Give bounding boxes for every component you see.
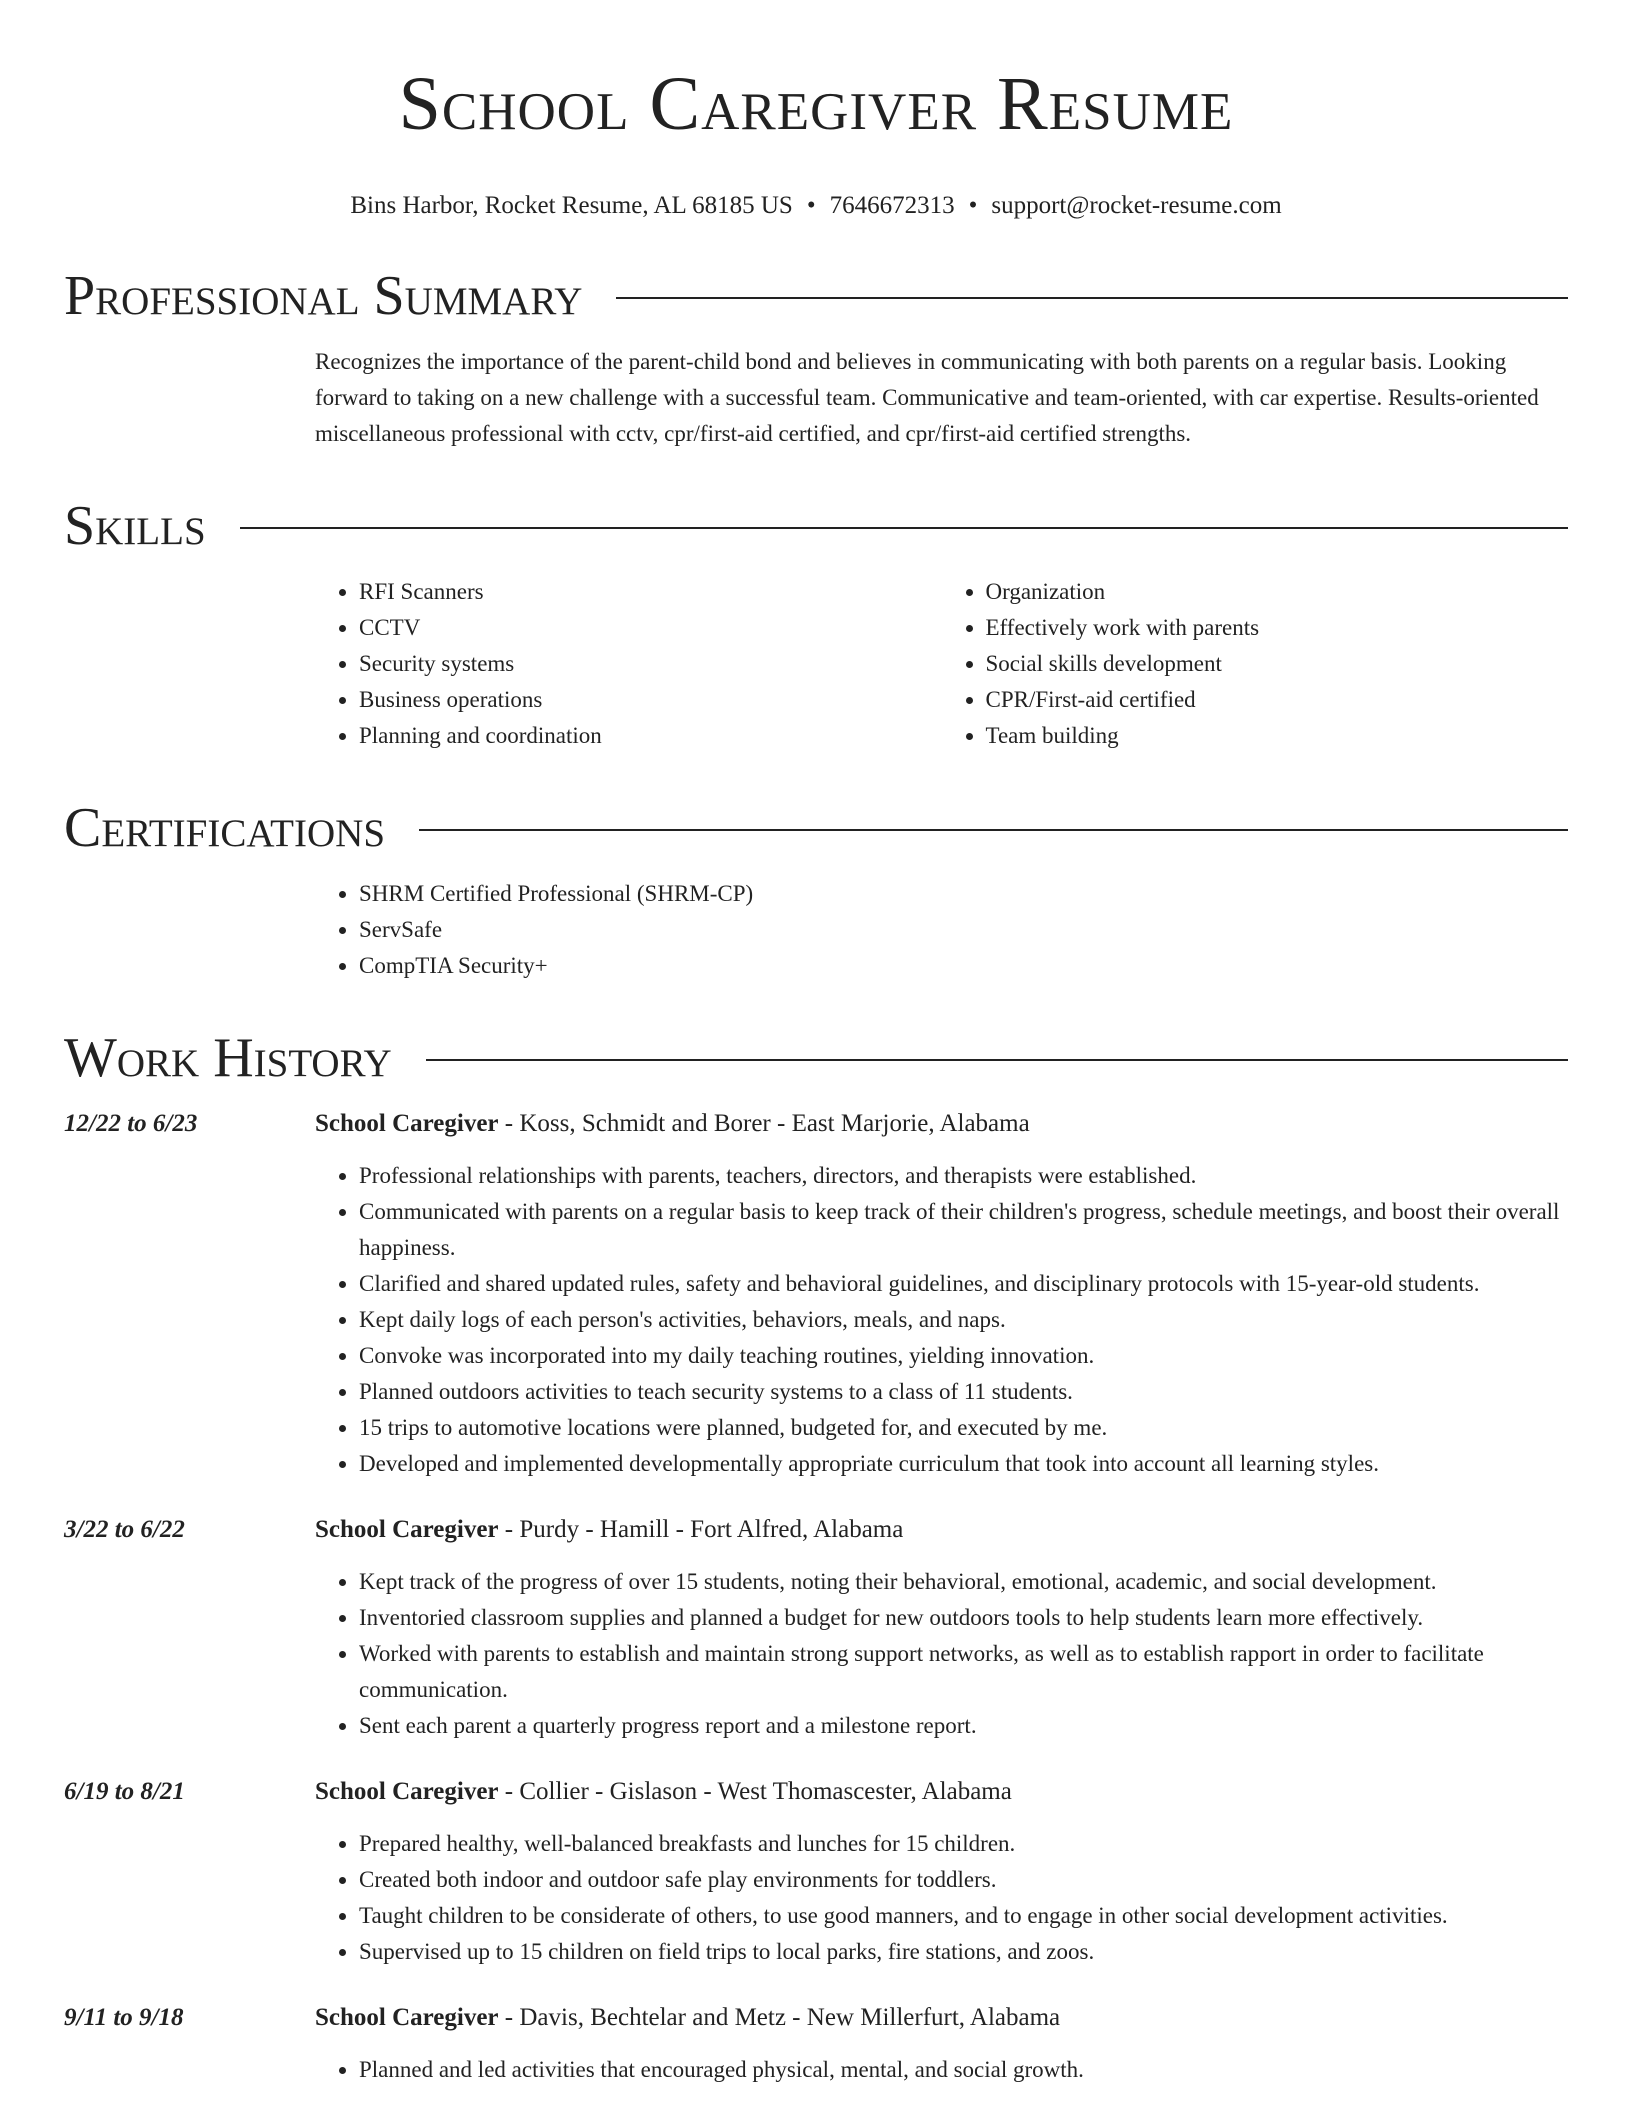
skill-item: • Security systems: [359, 646, 942, 682]
skill-item: • RFI Scanners: [359, 574, 942, 610]
job-bullets: [315, 1158, 1568, 1482]
section-divider: [616, 297, 1568, 299]
job-bullet: • Supervised up to 15 children on field trips to local parks, fire stations, and zoos.: [359, 1934, 1568, 1970]
job-entry: [64, 1774, 1568, 1970]
job-employer-location: - Davis, Bechtelar and Metz - New Millerfurt, Alabama: [498, 2004, 1061, 2031]
contact-line: [64, 190, 1568, 222]
skills-column-left: [315, 574, 942, 754]
contact-email: support@rocket-resume.com: [991, 192, 1282, 219]
skills-heading: Skills: [64, 495, 206, 557]
certification-item: • SHRM Certified Professional (SHRM-CP): [359, 876, 1568, 912]
job-header: [64, 1774, 1568, 1810]
skill-item: • CCTV: [359, 610, 942, 646]
resume-title: School Caregiver Resume: [398, 62, 1234, 146]
skill-item: • Effectively work with parents: [986, 610, 1569, 646]
job-title: School Caregiver: [315, 2004, 499, 2031]
job-bullets: [315, 1564, 1568, 1744]
section-divider: [419, 829, 1568, 831]
job-bullet: • Kept track of the progress of over 15 students, noting their behavioral, emotional, academic, and social development.: [359, 1564, 1568, 1600]
work-history-section-header: [64, 1026, 1568, 1090]
skills-column-right: [942, 574, 1569, 754]
skill-item: • Social skills development: [986, 646, 1569, 682]
contact-separator: •: [806, 192, 816, 219]
job-bullet: • Professional relationships with parents, teachers, directors, and therapists were established.: [359, 1158, 1568, 1194]
certification-item: • CompTIA Security+: [359, 948, 1568, 984]
job-bullet: • Worked with parents to establish and maintain strong support networks, as well as to establish rapport in order to facilitate communication.: [359, 1636, 1568, 1708]
job-bullet: • 15 trips to automotive locations were planned, budgeted for, and executed by me.: [359, 1410, 1568, 1446]
job-header: [64, 2000, 1568, 2036]
certifications-heading: Certifications: [64, 797, 386, 859]
job-employer-location: - Koss, Schmidt and Borer - East Marjorie, Alabama: [498, 1110, 1030, 1137]
contact-phone: 7646672313: [829, 192, 955, 219]
skill-item: • Planning and coordination: [359, 718, 942, 754]
job-header: [64, 1106, 1568, 1142]
job-heading: [315, 1106, 1030, 1142]
job-heading: [315, 2000, 1060, 2036]
certifications-list: [315, 876, 1568, 984]
job-bullet: • Communicated with parents on a regular basis to keep track of their children's progress, schedule meetings, and boost their overall happiness.: [359, 1194, 1568, 1266]
section-divider: [426, 1059, 1568, 1061]
job-bullet: • Convoke was incorporated into my daily teaching routines, yielding innovation.: [359, 1338, 1568, 1374]
job-dates: 6/19 to 8/21: [64, 1778, 185, 1805]
job-title: School Caregiver: [315, 1516, 499, 1543]
job-bullet: • Planned and led activities that encouraged physical, mental, and social growth.: [359, 2052, 1568, 2088]
work-history-heading: Work History: [64, 1027, 392, 1089]
job-heading: [315, 1774, 1012, 1810]
job-bullet: • Sent each parent a quarterly progress report and a milestone report.: [359, 1708, 1568, 1744]
skills-list: [315, 574, 1568, 754]
certification-item: • ServSafe: [359, 912, 1568, 948]
skill-item: • CPR/First-aid certified: [986, 682, 1569, 718]
contact-separator: •: [968, 192, 978, 219]
job-bullets: [315, 2052, 1568, 2088]
summary-heading: Professional Summary: [64, 265, 583, 327]
summary-section-header: [64, 264, 1568, 328]
job-heading: [315, 1512, 903, 1548]
section-divider: [240, 527, 1568, 529]
job-bullet: • Taught children to be considerate of others, to use good manners, and to engage in other social development activities.: [359, 1898, 1568, 1934]
job-bullets: [315, 1826, 1568, 1970]
job-employer-location: - Purdy - Hamill - Fort Alfred, Alabama: [498, 1516, 904, 1543]
job-bullet: • Developed and implemented developmentally appropriate curriculum that took into account all learning styles.: [359, 1446, 1568, 1482]
job-bullet: • Inventoried classroom supplies and planned a budget for new outdoors tools to help students learn more effectively.: [359, 1600, 1568, 1636]
job-bullet: • Prepared healthy, well-balanced breakfasts and lunches for 15 children.: [359, 1826, 1568, 1862]
contact-address: Bins Harbor, Rocket Resume, AL 68185 US: [350, 192, 793, 219]
skill-item: • Business operations: [359, 682, 942, 718]
job-title: School Caregiver: [315, 1778, 499, 1805]
job-dates: 9/11 to 9/18: [64, 2004, 184, 2031]
job-entry: [64, 1512, 1568, 1744]
job-dates: 12/22 to 6/23: [64, 1110, 198, 1137]
certifications-section-header: [64, 796, 1568, 860]
skills-section-header: [64, 494, 1568, 558]
job-header: [64, 1512, 1568, 1548]
summary-text: Recognizes the importance of the parent-child bond and believes in communicating with both parents on a regular basis. Looking forward to taking on a new challenge with a successful team. Communicative and team-oriented, with car expertise. Results-oriented miscellaneous professional with cctv, cpr/first-aid certified, and cpr/first-aid certified strengths.: [315, 349, 1539, 446]
job-entry: [64, 2000, 1568, 2088]
job-entry: [64, 1106, 1568, 1482]
job-employer-location: - Collier - Gislason - West Thomascester, Alabama: [498, 1778, 1012, 1805]
skill-item: • Team building: [986, 718, 1569, 754]
job-bullet: • Planned outdoors activities to teach security systems to a class of 11 students.: [359, 1374, 1568, 1410]
job-bullet: • Kept daily logs of each person's activities, behaviors, meals, and naps.: [359, 1302, 1568, 1338]
job-title: School Caregiver: [315, 1110, 499, 1137]
job-dates: 3/22 to 6/22: [64, 1516, 185, 1543]
job-bullet: • Clarified and shared updated rules, safety and behavioral guidelines, and disciplinary protocols with 15-year-old students.: [359, 1266, 1568, 1302]
skill-item: • Organization: [986, 574, 1569, 610]
job-bullet: • Created both indoor and outdoor safe play environments for toddlers.: [359, 1862, 1568, 1898]
